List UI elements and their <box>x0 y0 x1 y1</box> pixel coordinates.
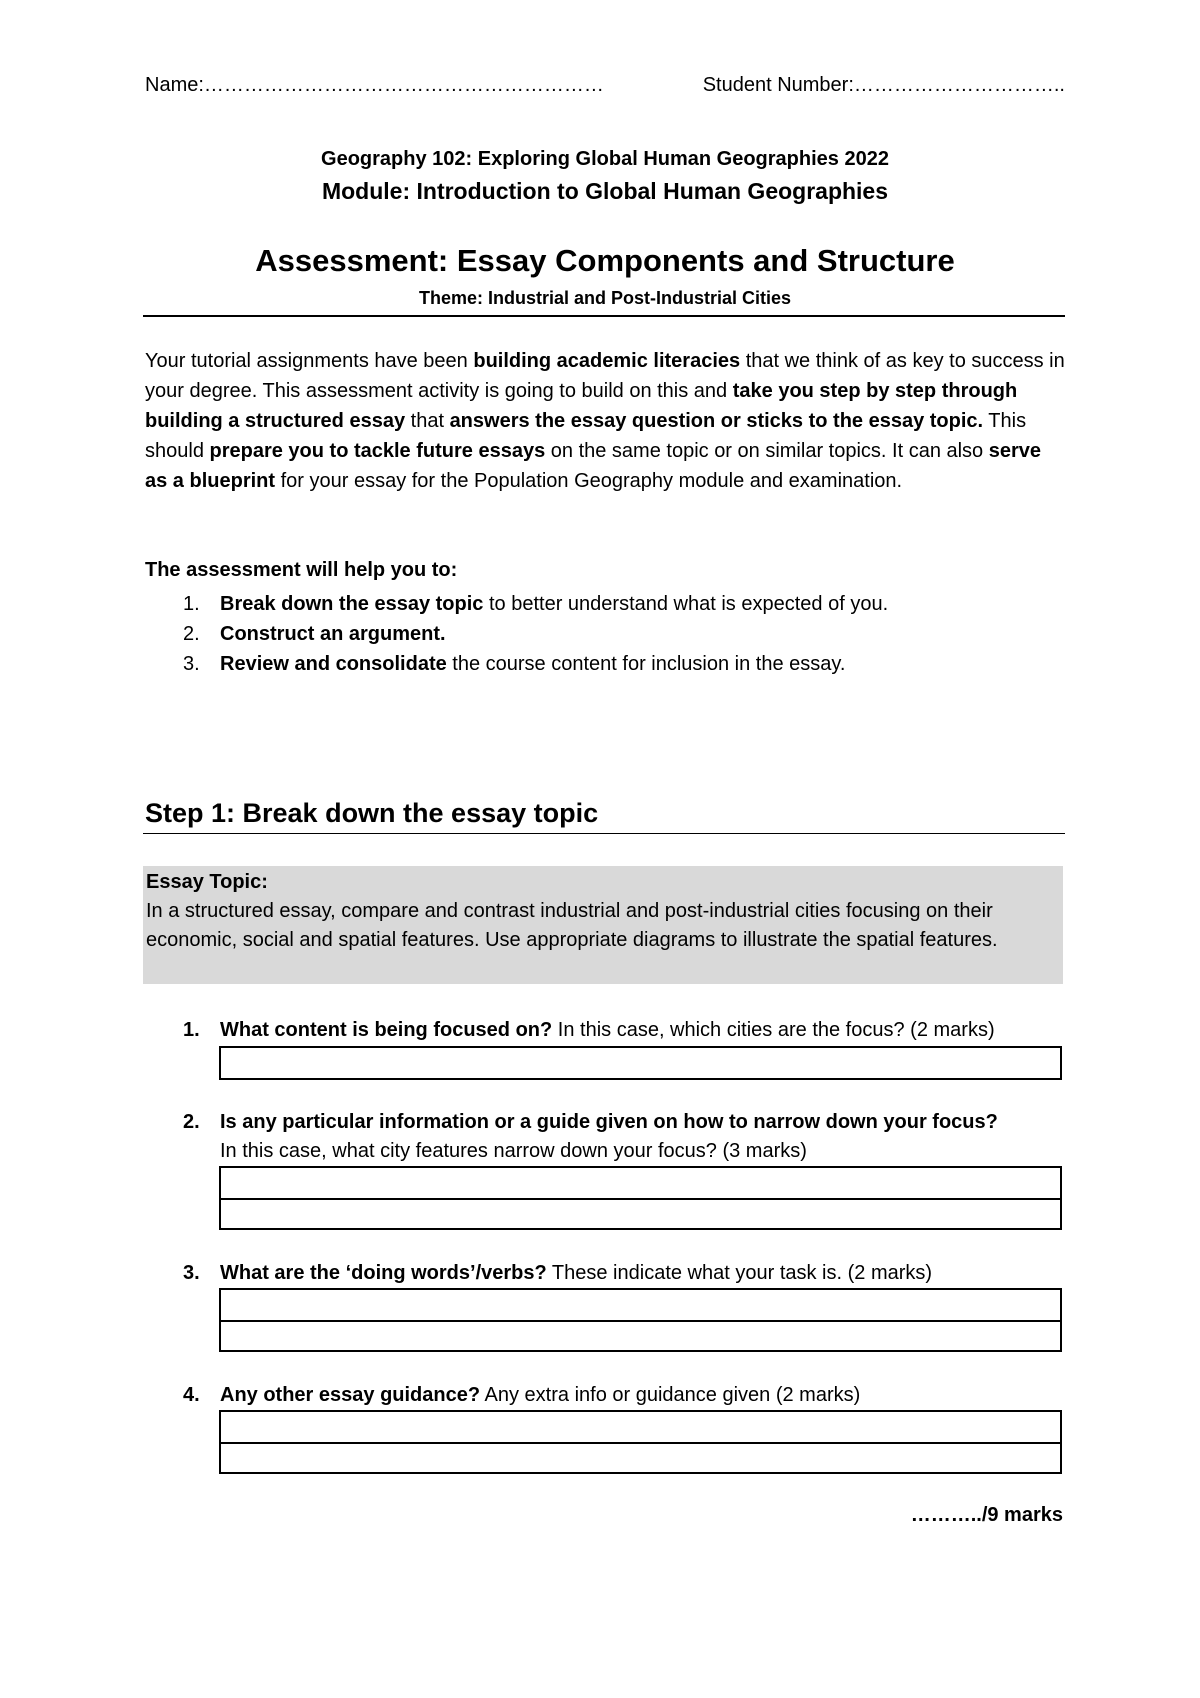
question-3 <box>145 1259 1065 1288</box>
intro-emphasis: answers the essay question or sticks to the essay topic. <box>449 410 984 432</box>
module-title: Module: Introduction to Global Human Geographies <box>321 178 889 204</box>
question-text <box>220 1381 1065 1410</box>
intro-emphasis: prepare you to tackle future essays <box>209 440 546 462</box>
question-subtext: In this case, what city features narrow down your focus? (3 marks) <box>220 1140 807 1162</box>
intro-emphasis: serve as a blueprint <box>145 440 1042 492</box>
intro-text: Your tutorial assignments have been <box>145 350 474 372</box>
question-number: 2. <box>183 1111 200 1133</box>
intro-text: This should <box>145 410 1027 462</box>
question-number: 3. <box>183 1262 200 1284</box>
list-item <box>145 589 1065 619</box>
step1-divider <box>143 833 1065 834</box>
answer-line[interactable] <box>221 1048 1060 1078</box>
help-list <box>145 589 1065 679</box>
answer-line[interactable] <box>221 1290 1060 1320</box>
list-emphasis: Construct an argument. <box>220 623 446 645</box>
essay-topic-label: Essay Topic: <box>146 871 268 893</box>
list-number: 3. <box>183 653 200 675</box>
answer-line[interactable] <box>221 1198 1060 1228</box>
answer-line[interactable] <box>221 1412 1060 1442</box>
answer-box-3[interactable] <box>219 1288 1062 1352</box>
essay-topic-box <box>143 866 1063 984</box>
list-number: 2. <box>183 623 200 645</box>
student-number-field[interactable]: Student Number:………………………….. <box>702 74 1065 96</box>
question-text <box>220 1259 1065 1288</box>
course-title: Geography 102: Exploring Global Human Geographies 2022 <box>321 148 889 170</box>
intro-text: on the same topic or on similar topics. It can also <box>545 440 989 462</box>
question-4 <box>145 1381 1065 1410</box>
question-emphasis: Is any particular information or a guide given on how to narrow down your focus? <box>220 1111 998 1133</box>
intro-emphasis: building academic literacies <box>473 350 741 372</box>
list-text: to better understand what is expected of you. <box>483 593 889 615</box>
title-divider <box>143 315 1065 317</box>
intro-paragraph <box>145 346 1065 496</box>
name-field[interactable]: Name:…………………………………………………… <box>145 74 604 96</box>
essay-topic-text: In a structured essay, compare and contrast industrial and post-industrial cities focusing on their economic, social and spatial features. Use appropriate diagrams to illustrate the spatial features. <box>146 900 998 951</box>
intro-emphasis: take you step by step through building a structured essay <box>145 380 1018 432</box>
marks-total: ………../9 marks <box>910 1504 1063 1526</box>
answer-line[interactable] <box>221 1442 1060 1472</box>
answer-box-2[interactable] <box>219 1166 1062 1230</box>
list-number: 1. <box>183 593 200 615</box>
question-number: 4. <box>183 1384 200 1406</box>
question-text <box>220 1016 1065 1045</box>
list-item <box>145 619 1065 649</box>
question-rest: Any extra info or guidance given (2 marks) <box>480 1384 861 1406</box>
list-emphasis: Break down the essay topic <box>220 593 484 615</box>
question-2 <box>145 1108 1065 1166</box>
name-line <box>145 74 1065 97</box>
theme-title: Theme: Industrial and Post-Industrial Cities <box>418 288 792 308</box>
list-emphasis: Review and consolidate <box>220 653 447 675</box>
assessment-title: Assessment: Essay Components and Structure <box>255 243 955 278</box>
question-rest: In this case, which cities are the focus? (2 marks) <box>552 1019 995 1041</box>
answer-line[interactable] <box>221 1168 1060 1198</box>
question-number: 1. <box>183 1019 200 1041</box>
list-text: the course content for inclusion in the essay. <box>446 653 846 675</box>
question-emphasis: What content is being focused on? <box>220 1019 553 1041</box>
answer-box-1[interactable] <box>219 1046 1062 1080</box>
question-emphasis: Any other essay guidance? <box>220 1384 481 1406</box>
help-heading: The assessment will help you to: <box>145 559 458 581</box>
question-emphasis: What are the ‘doing words’/verbs? <box>220 1262 547 1284</box>
question-rest: These indicate what your task is. (2 marks) <box>546 1262 933 1284</box>
question-1 <box>145 1016 1065 1045</box>
step1-heading: Step 1: Break down the essay topic <box>145 798 599 828</box>
intro-text: that we think of as key to success in your degree. This assessment activity is going to build on this and <box>145 350 1065 402</box>
intro-text: that <box>405 410 450 432</box>
answer-box-4[interactable] <box>219 1410 1062 1474</box>
answer-line[interactable] <box>221 1320 1060 1350</box>
question-text <box>220 1108 1065 1137</box>
intro-text: for your essay for the Population Geography module and examination. <box>275 470 903 492</box>
list-item <box>145 649 1065 679</box>
